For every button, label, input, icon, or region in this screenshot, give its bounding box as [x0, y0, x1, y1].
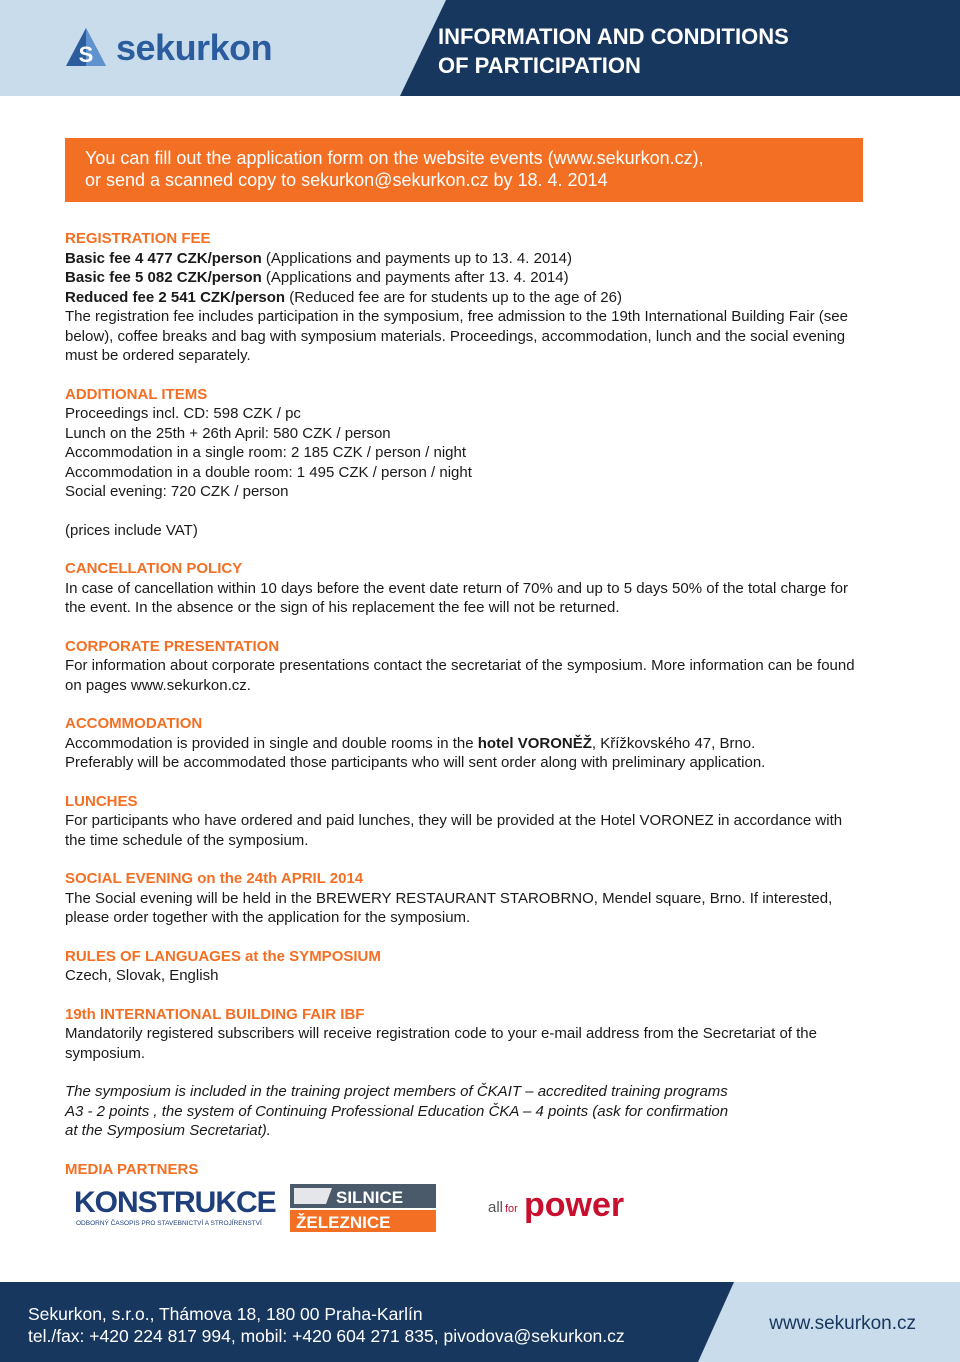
allforpower-all: all — [488, 1199, 504, 1216]
corporate-heading: CORPORATE PRESENTATION — [65, 637, 280, 655]
languages-heading: RULES OF LANGUAGES at the SYMPOSIUM — [65, 947, 381, 965]
application-banner — [65, 138, 863, 202]
cancellation-section — [65, 559, 865, 618]
registration-section — [65, 229, 865, 366]
accommodation-section — [65, 714, 865, 773]
konstrukce-logo — [74, 1186, 276, 1227]
fee-basic-late — [65, 268, 865, 288]
additional-items-section — [65, 385, 865, 541]
training-line-1: The symposium is included in the training project members of ČKAIT – accredited training programs — [65, 1083, 728, 1100]
social-evening-text: The Social evening will be held in the BREWERY RESTAURANT STAROBRNO, Mendel square, Brno. If interested, please order together with the application for the symposium. — [65, 889, 833, 926]
training-line-2: A3 - 2 points , the system of Continuing Professional Education ČKA – 4 points (ask for confirmation — [65, 1102, 729, 1120]
allforpower-power: power — [524, 1186, 625, 1224]
page-footer — [0, 1282, 960, 1362]
building-fair-heading: 19th INTERNATIONAL BUILDING FAIR IBF — [65, 1005, 365, 1023]
page-title — [438, 22, 858, 80]
vat-note: (prices include VAT) — [65, 521, 198, 539]
logo-letter: S — [78, 42, 94, 67]
lunches-heading: LUNCHES — [65, 792, 138, 810]
media-partners-heading: MEDIA PARTNERS — [65, 1160, 199, 1178]
allforpower-logo — [488, 1186, 624, 1224]
silnice-text: SILNICE — [336, 1188, 404, 1207]
training-line-3: at the Symposium Secretariat). — [65, 1122, 271, 1139]
footer-contact — [28, 1303, 625, 1347]
corporate-text: For information about corporate presentations contact the secretariat of the symposium. More information can be found on pages www.sekurkon.cz. — [65, 657, 855, 694]
fee-basic-early-note: (Applications and payments up to 13. 4. 2014) — [261, 249, 572, 267]
corporate-section — [65, 637, 865, 696]
lunches-text: For participants who have ordered and paid lunches, they will be provided at the Hotel VORONEZ in accordance with the time schedule of the symposium. — [65, 812, 843, 849]
banner-line-2: or send a scanned copy to sekurkon@sekurkon.cz by 18. 4. 2014 — [85, 170, 608, 190]
fee-basic-early — [65, 249, 865, 269]
list-item: Proceedings incl. CD: 598 CZK / pc — [65, 405, 301, 422]
footer-address: Sekurkon, s.r.o., Thámova 18, 180 00 Praha-Karlín — [28, 1304, 423, 1324]
footer-website-link[interactable]: www.sekurkon.cz — [769, 1313, 916, 1334]
cancellation-heading: CANCELLATION POLICY — [65, 560, 243, 577]
languages-text: Czech, Slovak, English — [65, 967, 219, 984]
accommodation-text-before: Accommodation is provided in single and double rooms in the — [65, 734, 478, 752]
logo-text: sekurkon — [116, 27, 273, 68]
konstrukce-logo-text: KONSTRUKCE — [74, 1186, 276, 1219]
main-content — [65, 229, 865, 1179]
fee-basic-late-amount: Basic fee 5 082 CZK/person — [65, 269, 262, 286]
accommodation-text — [65, 734, 865, 754]
partner-logos-svg — [70, 1178, 670, 1238]
building-fair-text: Mandatorily registered subscribers will receive registration code to your e-mail address from the Secretariat of the symposium. — [65, 1025, 817, 1062]
social-evening-section — [65, 869, 865, 928]
registration-description: The registration fee includes participation in the symposium, free admission to the 19th International Building Fair (see below), coffee breaks and bag with symposium materials. Proceedings, accommodation, lunch and the social evening must be ordered separately. — [65, 308, 848, 364]
accommodation-heading: ACCOMMODATION — [65, 715, 203, 732]
sekurkon-logo-icon — [64, 26, 108, 70]
cancellation-text: In case of cancellation within 10 days before the event date return of 70% and up to 5 days 50% of the total charge for the event. In the absence or the sign of his replacement the fee will not be returned. — [65, 579, 849, 616]
list-item: Accommodation in a single room: 2 185 CZK / person / night — [65, 444, 467, 461]
fee-basic-late-note: (Applications and payments after 13. 4. 2014) — [261, 269, 569, 286]
fee-basic-early-amount: Basic fee 4 477 CZK/person — [65, 249, 262, 267]
sekurkon-logo — [64, 22, 272, 74]
page-header — [0, 0, 960, 96]
registration-heading: REGISTRATION FEE — [65, 230, 211, 247]
allforpower-for: for — [505, 1203, 518, 1215]
languages-section — [65, 947, 865, 986]
list-item: Lunch on the 25th + 26th April: 580 CZK / person — [65, 424, 391, 442]
media-partner-logos — [70, 1178, 670, 1238]
social-evening-heading: SOCIAL EVENING on the 24th APRIL 2014 — [65, 870, 364, 887]
accommodation-text-after: , Křížkovského 47, Brno. — [591, 734, 756, 752]
training-note — [65, 1082, 865, 1141]
banner-line-1: You can fill out the application form on the website events (www.sekurkon.cz), — [85, 148, 704, 168]
footer-phone-email: tel./fax: +420 224 817 994, mobil: +420 604 271 835, pivodova@sekurkon.cz — [28, 1326, 625, 1346]
lunches-section — [65, 792, 865, 851]
list-item: Accommodation in a double room: 1 495 CZK / person / night — [65, 463, 472, 481]
additional-items-heading: ADDITIONAL ITEMS — [65, 385, 208, 403]
accommodation-text-2: Preferably will be accommodated those participants who will sent order along with preliminary application. — [65, 754, 766, 771]
page-title-line-1: INFORMATION AND CONDITIONS — [438, 24, 789, 49]
zeleznice-text: ŽELEZNICE — [296, 1213, 391, 1232]
page-title-line-2: OF PARTICIPATION — [438, 53, 641, 78]
hotel-name: hotel VORONĚŽ — [477, 734, 592, 752]
fee-reduced-note: (Reduced fee are for students up to the age of 26) — [285, 288, 622, 306]
fee-reduced-amount: Reduced fee 2 541 CZK/person — [65, 288, 286, 306]
fee-reduced — [65, 288, 865, 308]
silnice-zeleznice-logo — [290, 1184, 436, 1232]
building-fair-section — [65, 1005, 865, 1064]
list-item: Social evening: 720 CZK / person — [65, 483, 289, 500]
konstrukce-logo-subtitle: ODBORNÝ ČASOPIS PRO STAVEBNICTVÍ A STROJÍRENSTVÍ — [76, 1220, 262, 1227]
